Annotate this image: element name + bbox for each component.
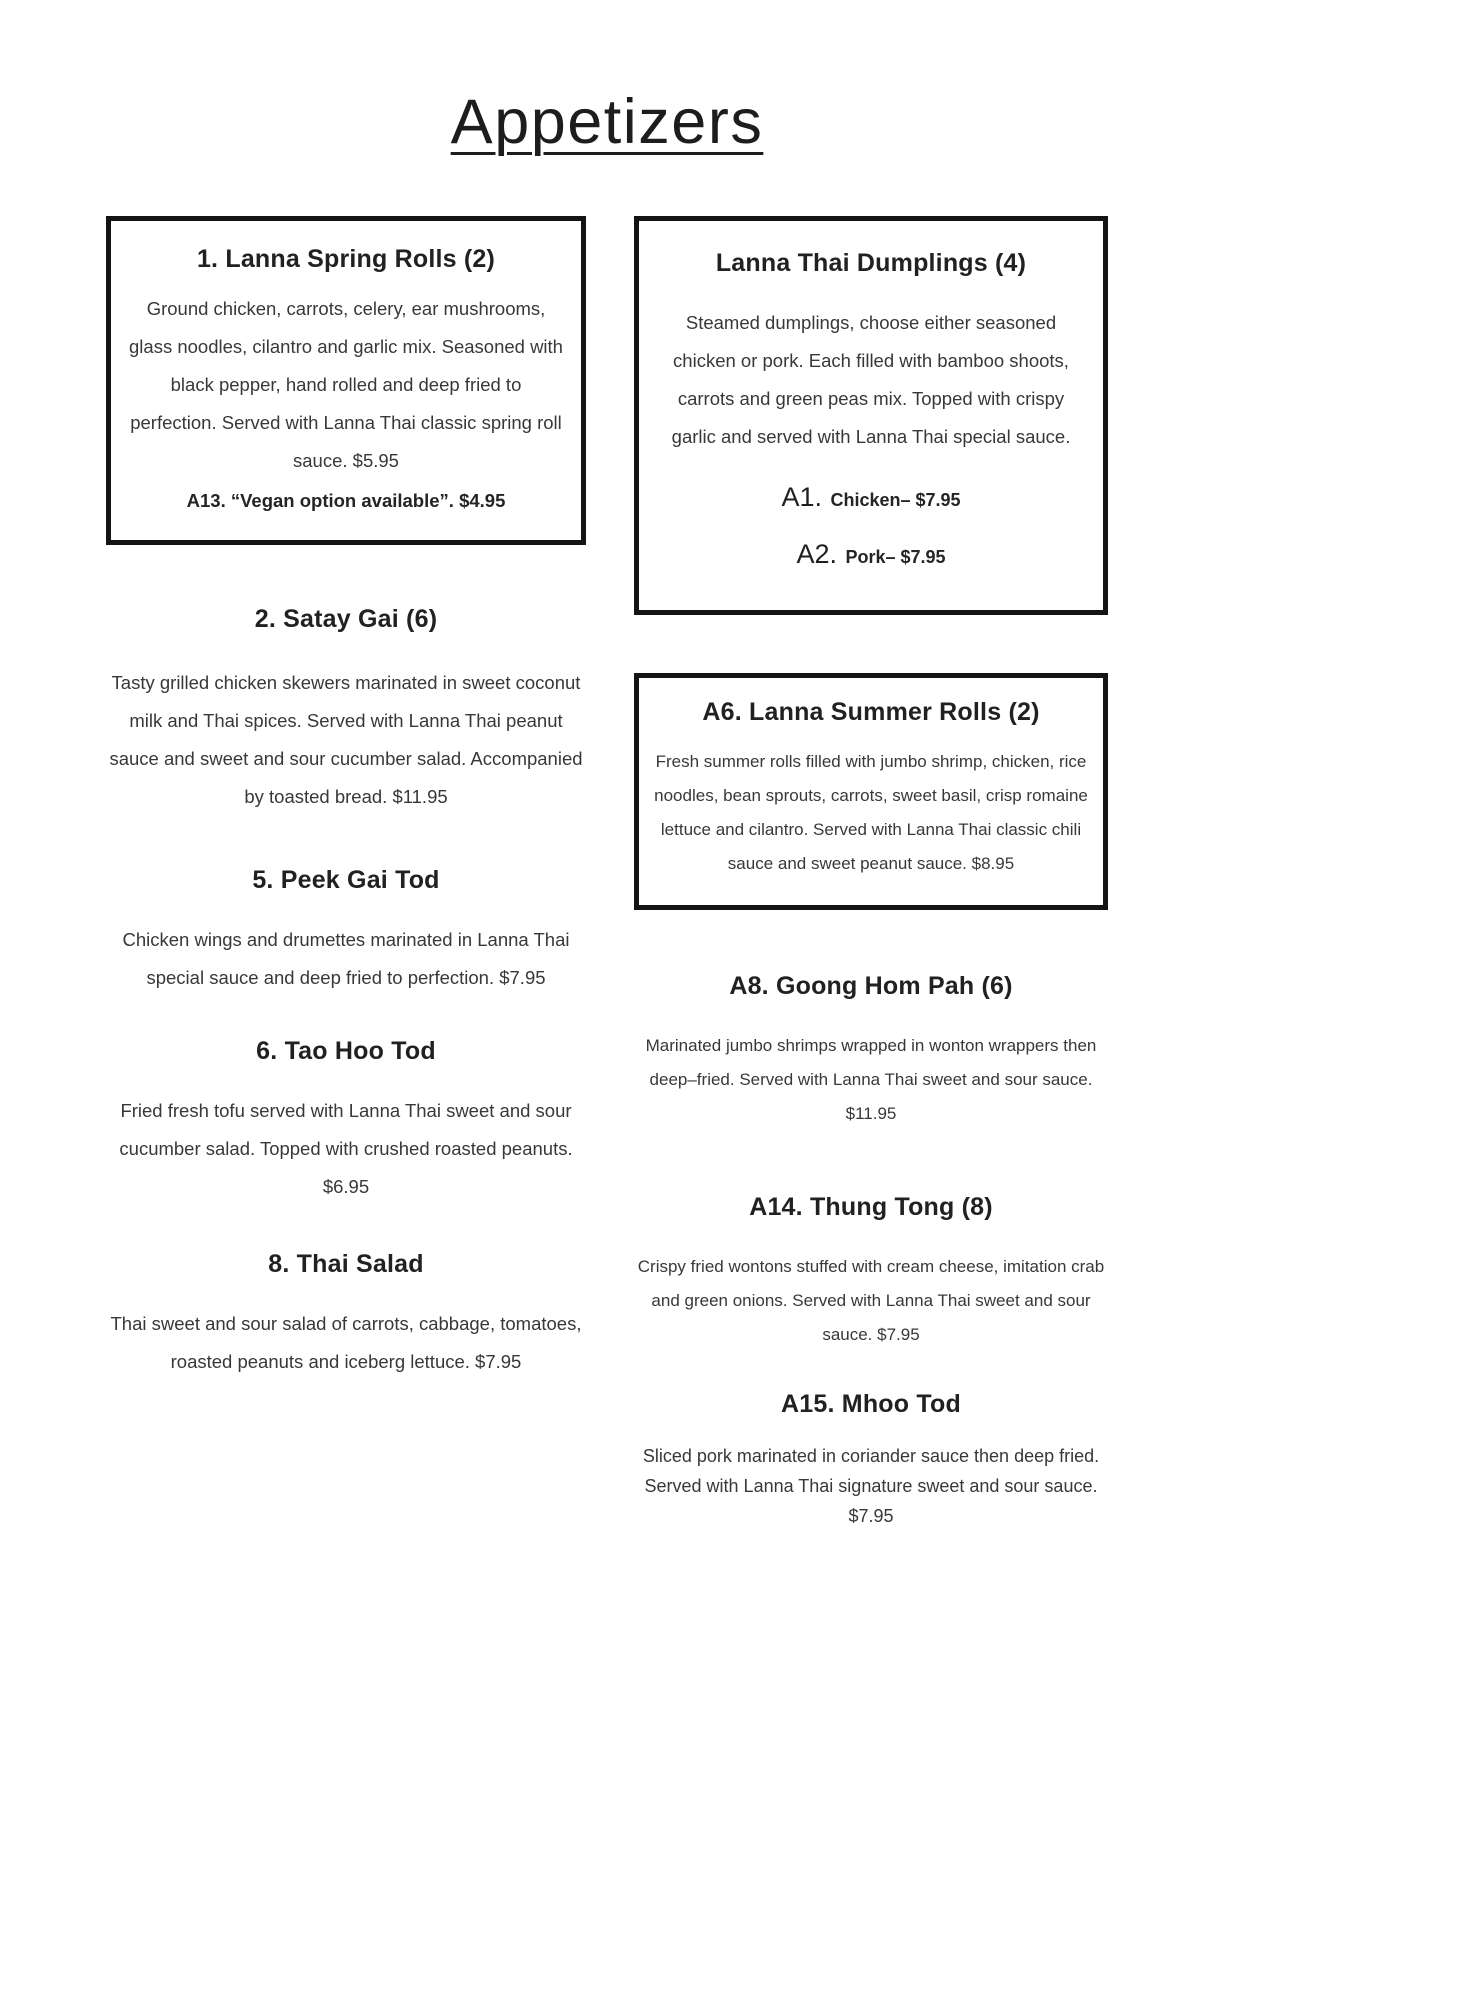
item-title: A8. Goong Hom Pah (6)	[729, 972, 1013, 1000]
menu-item-thung-tong	[634, 1193, 1108, 1352]
variant-label: Chicken– $7.95	[830, 490, 961, 510]
item-description: Steamed dumplings, choose either seasoned chicken or pork. Each filled with bamboo shoots, carrots and green peas mix. Topped with crispy garlic and served with Lanna Thai special sauce.	[671, 312, 1071, 447]
item-description: Chicken wings and drumettes marinated in Lanna Thai special sauce and deep fried to perfection. $7.95	[122, 929, 570, 988]
item-description: Crispy fried wontons stuffed with cream cheese, imitation crab and green onions. Served with Lanna Thai sweet and sour sauce. $7.95	[637, 1257, 1105, 1344]
variant-code: A2.	[796, 539, 837, 569]
menu-item-lanna-thai-dumplings	[634, 216, 1108, 615]
menu-item-goong-hom-pah	[634, 972, 1108, 1131]
menu-item-satay-gai	[106, 605, 586, 816]
item-description: Fried fresh tofu served with Lanna Thai sweet and sour cucumber salad. Topped with crushed roasted peanuts. $6.95	[119, 1100, 573, 1197]
menu-page	[106, 86, 1108, 1531]
menu-item-thai-salad	[106, 1250, 586, 1381]
menu-column-left	[106, 216, 586, 1381]
variant-pork	[655, 539, 1087, 570]
menu-item-peek-gai-tod	[106, 866, 586, 997]
item-description: Tasty grilled chicken skewers marinated in sweet coconut milk and Thai spices. Served with Lanna Thai peanut sauce and sweet and sour cucumber salad. Accompanied by toasted bread. $11.95	[109, 672, 583, 807]
item-description: Thai sweet and sour salad of carrots, cabbage, tomatoes, roasted peanuts and iceberg lettuce. $7.95	[110, 1313, 582, 1372]
item-title: 2. Satay Gai (6)	[254, 605, 438, 633]
menu-columns	[106, 216, 1108, 1531]
menu-column-right	[634, 216, 1108, 1531]
item-title: A14. Thung Tong (8)	[749, 1193, 993, 1221]
variant-code: A1.	[781, 482, 822, 512]
item-title: 1. Lanna Spring Rolls (2)	[196, 245, 496, 273]
menu-item-tao-hoo-tod	[106, 1037, 586, 1206]
item-title: 6. Tao Hoo Tod	[256, 1037, 436, 1065]
item-note: A13. “Vegan option available”. $4.95	[186, 490, 506, 511]
item-title: A15. Mhoo Tod	[781, 1390, 961, 1418]
item-title: Lanna Thai Dumplings (4)	[715, 249, 1027, 277]
item-description: Fresh summer rolls filled with jumbo shrimp, chicken, rice noodles, bean sprouts, carrots, sweet basil, crisp romaine lettuce and cilantro. Served with Lanna Thai classic chili sauce and sweet peanut sauce. $8.95	[654, 752, 1088, 873]
menu-item-lanna-spring-rolls	[106, 216, 586, 545]
item-description: Sliced pork marinated in coriander sauce then deep fried. Served with Lanna Thai signature sweet and sour sauce. $7.95	[642, 1446, 1100, 1526]
menu-item-lanna-summer-rolls	[634, 673, 1108, 910]
item-description: Ground chicken, carrots, celery, ear mushrooms, glass noodles, cilantro and garlic mix. Seasoned with black pepper, hand rolled and deep fried to perfection. Served with Lanna Thai classic spring roll sauce. $5.95	[129, 298, 563, 471]
item-title: A6. Lanna Summer Rolls (2)	[702, 698, 1040, 726]
variant-label: Pork– $7.95	[845, 547, 946, 567]
page-title: Appetizers	[450, 87, 764, 157]
variant-chicken	[655, 482, 1087, 513]
item-description: Marinated jumbo shrimps wrapped in wonton wrappers then deep–fried. Served with Lanna Thai sweet and sour sauce. $11.95	[645, 1036, 1097, 1123]
item-title: 8. Thai Salad	[268, 1250, 424, 1278]
menu-item-mhoo-tod	[634, 1390, 1108, 1531]
item-title: 5. Peek Gai Tod	[252, 866, 440, 894]
